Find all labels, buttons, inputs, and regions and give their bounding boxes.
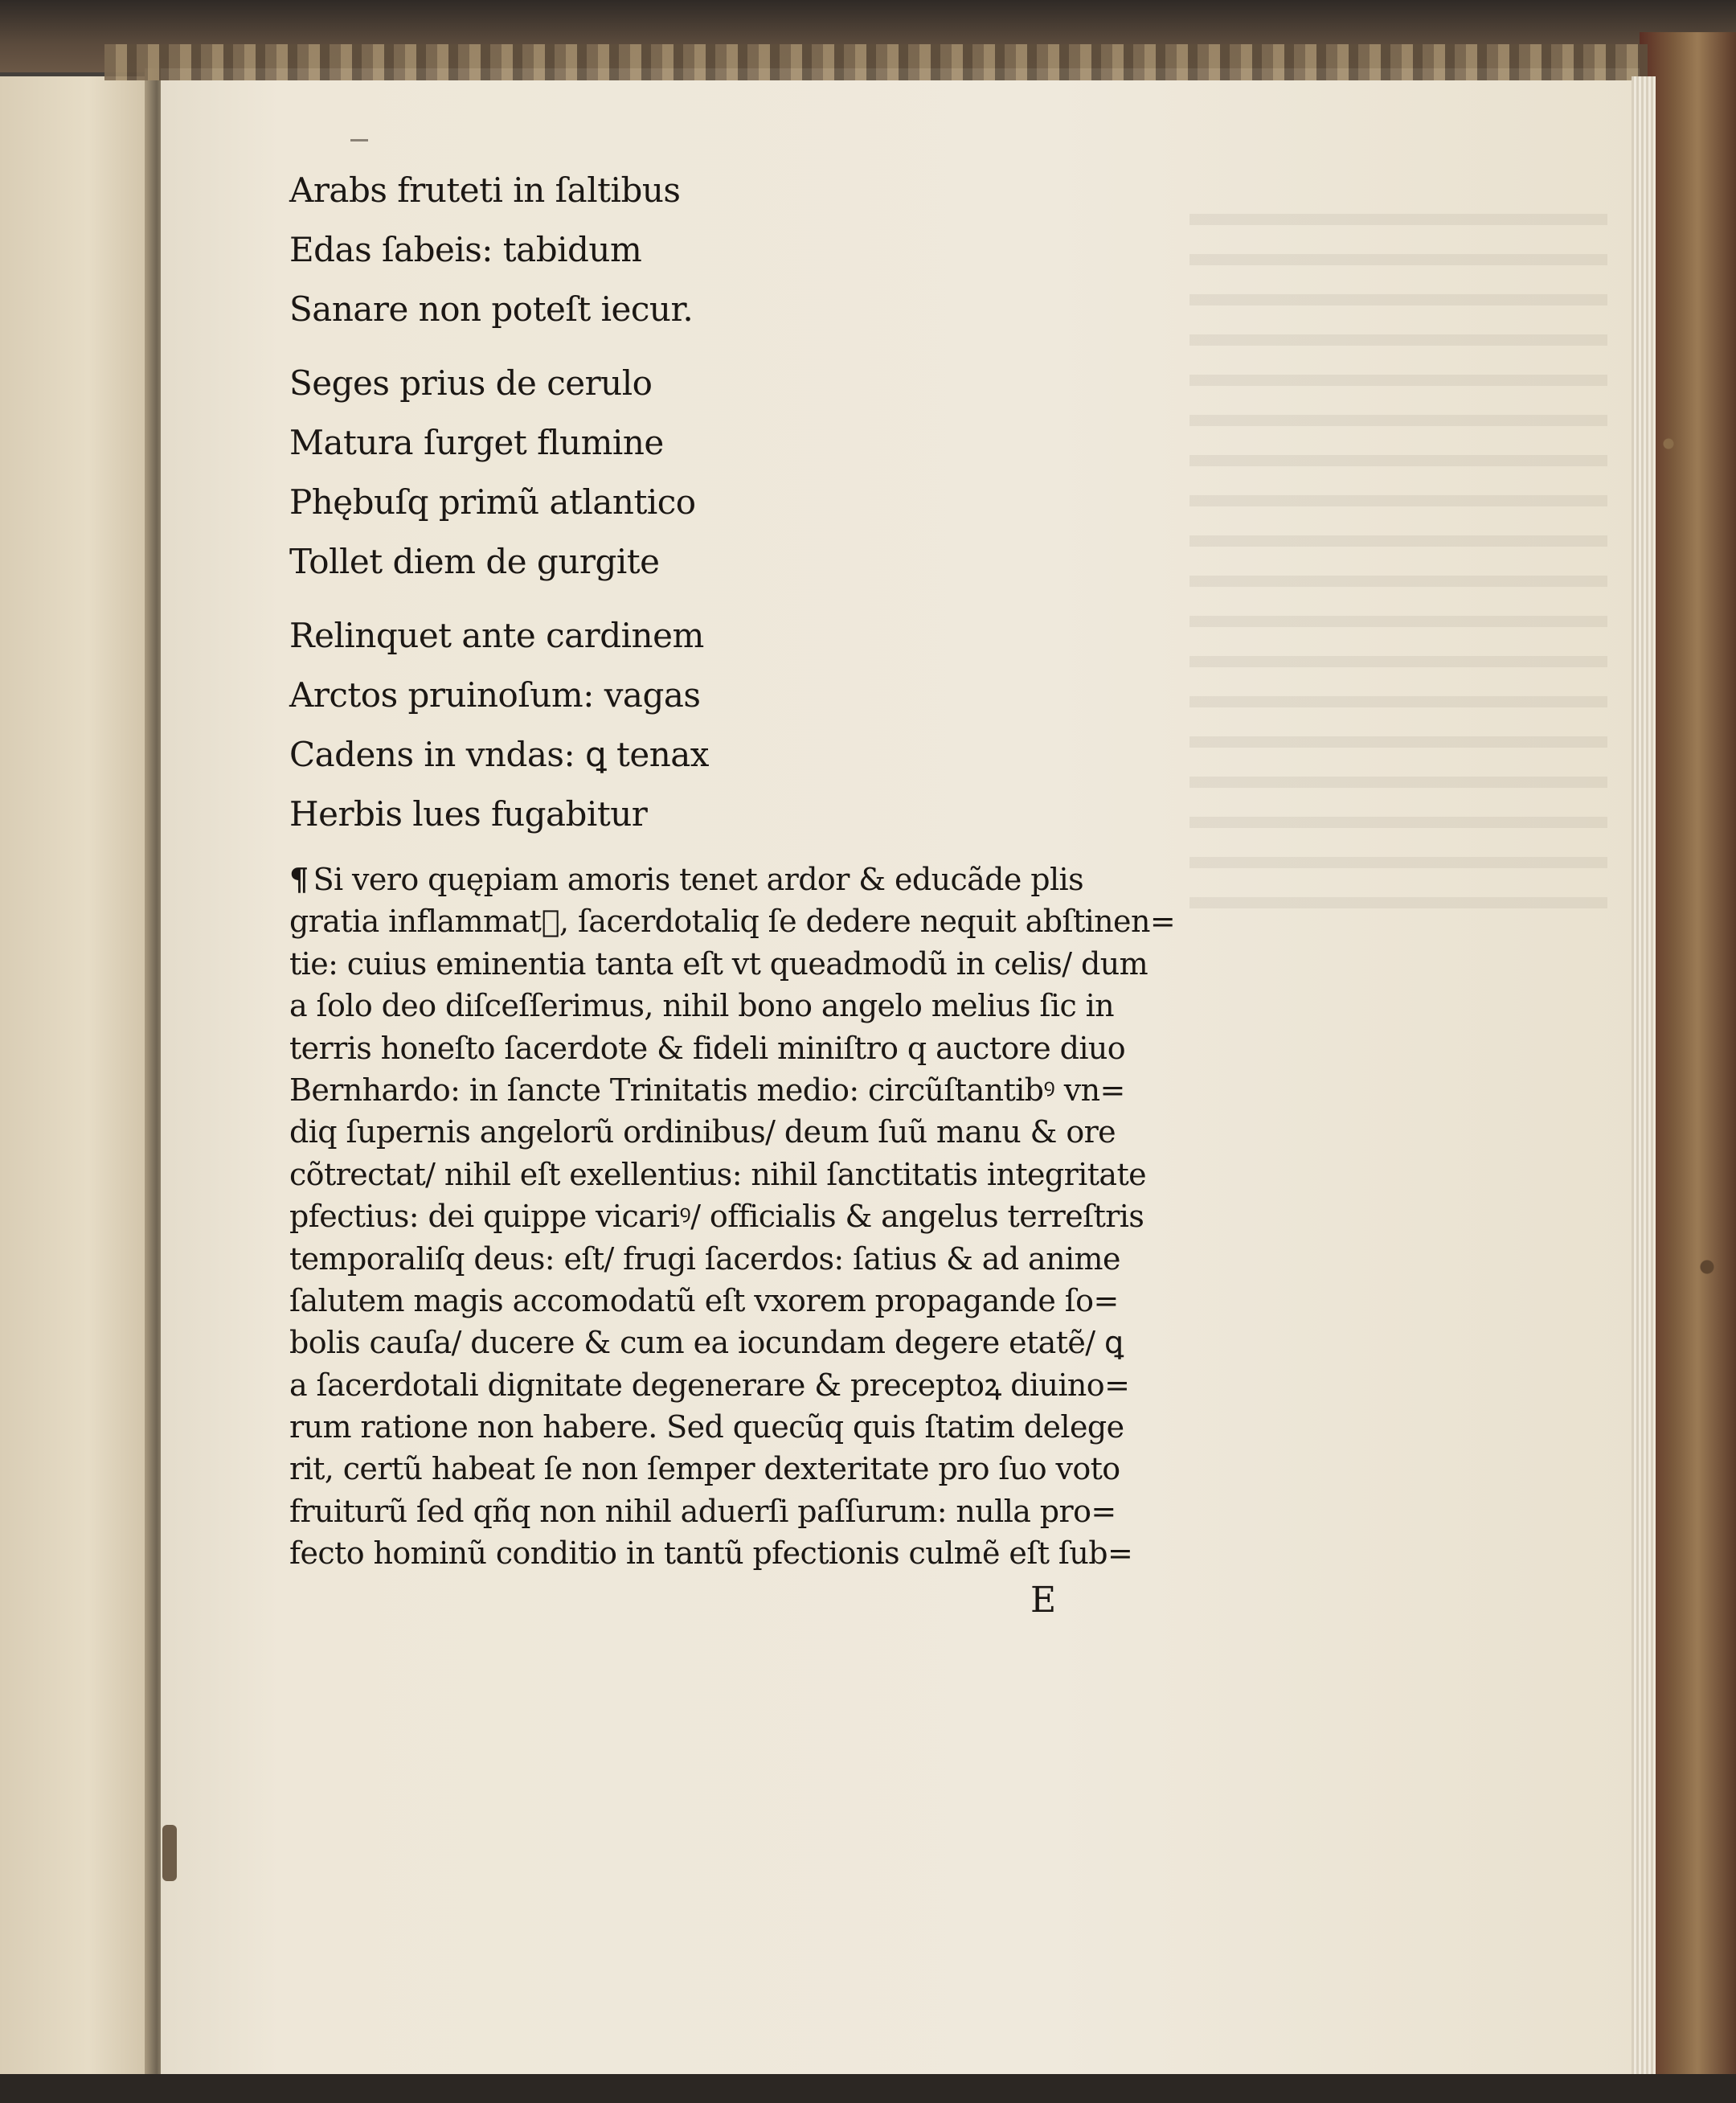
prose-line: tie: cuius eminentia tanta eſt vt queadmodũ in celis/ dum [289, 945, 1148, 982]
stanza-1 [289, 161, 1181, 339]
signature-mark: E [1030, 1580, 1057, 1621]
verse-line: Cadens in vndas: ꝗ tenax [289, 735, 709, 774]
prose-line: gratia inflammatᷓ, ſacerdotaliq ſe dedere nequit abſtinen= [289, 904, 1176, 940]
verse-line: Arctos pruinoſum: vagas [289, 675, 701, 715]
bottom-edge [0, 2074, 1736, 2103]
verse-line: Arabs fruteti in ſaltibus [289, 170, 681, 210]
verse-line: Tollet diem de gurgite [289, 542, 660, 581]
prose-line: Bernhardo: in ſancte Trinitatis medio: circũſtantibꝰ vn= [289, 1072, 1125, 1108]
text-block [289, 161, 1181, 1575]
prose-line: rit, certũ habeat ſe non ſemper dexteritate pro ſuo voto [289, 1451, 1120, 1487]
prose-line: terris honeſto ſacerdote & fideli miniſtro q auctore diuo [289, 1030, 1126, 1066]
marbled-edge-strip [104, 44, 1648, 80]
binding-tab [162, 1825, 177, 1881]
left-page [0, 76, 161, 2086]
prose-line [289, 859, 1181, 900]
verse-line: Matura ſurget flumine [289, 423, 664, 462]
prose-line: ſalutem magis accomodatũ eſt vxorem propagande ſo= [289, 1282, 1119, 1318]
prose-line: pfectius: dei quippe vicariꝰ/ officialis & angelus terreſtris [289, 1199, 1144, 1235]
prose-line: cõtrectat/ nihil eſt exellentius: nihil ſanctitatis integritate [289, 1156, 1147, 1192]
prose-line: a ſolo deo diſceſſerimus, nihil bono angelo melius ſic in [289, 988, 1115, 1024]
prose-line: fruiturũ ſed qñq non nihil aduerſi paſſurum: nulla pro= [289, 1493, 1116, 1529]
verse-line: Relinquet ante cardinem [289, 616, 704, 655]
prose-paragraph [289, 859, 1181, 1575]
verse-line: Sanare non poteſt iecur. [289, 289, 694, 329]
page-edges [1632, 76, 1656, 2078]
stanza-2 [289, 354, 1181, 592]
prose-line: fecto hominũ conditio in tantũ pfectionis culmẽ eſt ſub= [289, 1535, 1133, 1572]
verse-line: Seges prius de cerulo [289, 363, 653, 403]
prose-line-text: Si vero quępiam amoris tenet ardor & educãde plis [313, 862, 1084, 897]
ink-mark [350, 139, 368, 141]
prose-line: bolis cauſa/ ducere & cum ea iocundam degere etatẽ/ ꝗ [289, 1325, 1124, 1361]
stanza-3 [289, 606, 1181, 844]
verse [289, 161, 1181, 844]
verse-line: Edas ſabeis: tabidum [289, 230, 642, 269]
verse-line: Herbis lues fugabitur [289, 794, 648, 834]
prose-line: rum ratione non habere. Sed quecũq quis ſtatim delege [289, 1409, 1124, 1445]
prose-line: a ſacerdotali dignitate degenerare & preceptoꝝ diuino= [289, 1367, 1130, 1403]
prose-line: temporaliſq deus: eſt/ frugi ſacerdos: ſatius & ad anime [289, 1240, 1120, 1277]
prose-line: diq ſupernis angelorũ ordinibus/ deum ſuũ manu & ore [289, 1114, 1116, 1150]
pilcrow-icon: ¶ [289, 861, 309, 897]
verse-line: Phębuſq primũ atlantico [289, 482, 696, 522]
show-through [1189, 185, 1607, 908]
